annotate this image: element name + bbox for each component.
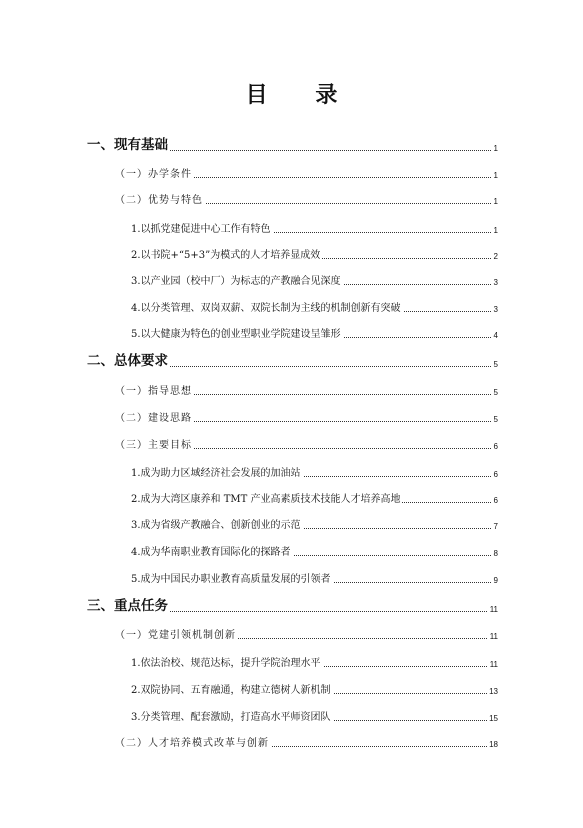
toc-page-number: 5: [493, 415, 498, 424]
toc-entry[interactable]: [0, 597, 583, 617]
toc-entry[interactable]: [0, 323, 583, 343]
toc-entry[interactable]: [0, 462, 583, 482]
toc-entry-title: 2.双院协同、五育融通，构建立德树人新机制: [131, 681, 333, 696]
toc-entry-title: （一）党建引领机制创新: [115, 626, 238, 641]
toc-page-number: 9: [493, 576, 498, 585]
toc-page-number: 4: [493, 331, 498, 340]
toc-entry-title: 4.以分类管理、双岗双薪、双院长制为主线的机制创新有突破: [131, 299, 403, 314]
toc-page-number: 1: [493, 197, 498, 206]
toc-page-number: 8: [493, 549, 498, 558]
toc-page-number: 5: [493, 360, 498, 369]
toc-page-number: 2: [493, 252, 498, 261]
toc-entry[interactable]: [0, 352, 583, 372]
toc-entry-title: 二、总体要求: [87, 349, 170, 369]
toc-page-number: 13: [489, 687, 498, 696]
toc-entry-title: 2.成为大湾区康养和 TMT 产业高素质技术技能人才培养高地: [131, 490, 402, 505]
toc-page-number: 3: [493, 278, 498, 287]
toc-entry-title: 1.以抓党建促进中心工作有特色: [131, 220, 273, 235]
toc-entry[interactable]: [0, 732, 583, 752]
toc-entry[interactable]: [0, 514, 583, 534]
toc-entry-title: 3.成为省级产教融合、创新创业的示范: [131, 516, 303, 531]
toc-page-number: 11: [489, 632, 498, 641]
toc-entry-title: （一）办学条件: [115, 165, 194, 180]
toc-entry-title: （三）主要目标: [115, 436, 194, 451]
toc-page-number: 11: [489, 605, 498, 614]
toc-entry[interactable]: [0, 652, 583, 672]
toc-page-number: 6: [493, 496, 498, 505]
toc-entry-title: （二）优势与特色: [115, 191, 205, 206]
toc-entry-title: 3.分类管理、配套激励，打造高水平师资团队: [131, 708, 333, 723]
toc-entry[interactable]: [0, 407, 583, 427]
toc-entry-title: 1.依法治校、规范达标，提升学院治理水平: [131, 654, 323, 669]
toc-entry[interactable]: [0, 136, 583, 156]
page-title: 目 录: [245, 82, 358, 108]
toc-page-number: 7: [493, 522, 498, 531]
toc-entry-title: 5.以大健康为特色的创业型职业学院建设呈雏形: [131, 325, 343, 340]
toc-entry[interactable]: [0, 434, 583, 454]
toc-entry[interactable]: [0, 244, 583, 264]
toc-page-number: 5: [493, 388, 498, 397]
toc-page-number: 1: [493, 144, 498, 153]
toc-page-number: 18: [489, 740, 498, 749]
toc-entry[interactable]: [0, 218, 583, 238]
toc-entry[interactable]: [0, 297, 583, 317]
toc-entry-title: 三、重点任务: [87, 594, 170, 614]
toc-page-number: 15: [489, 714, 498, 723]
toc-entry[interactable]: [0, 270, 583, 290]
toc-entry-title: 4.成为华南职业教育国际化的探路者: [131, 543, 293, 558]
toc-entry-title: 3.以产业园（校中厂）为标志的产教融合见深度: [131, 272, 343, 287]
toc-entry-title: （二）建设思路: [115, 409, 194, 424]
toc-entry[interactable]: [0, 189, 583, 209]
toc-entry[interactable]: [0, 488, 583, 508]
toc-entry-title: 1.成为助力区域经济社会发展的加油站: [131, 464, 303, 479]
toc-entry-title: 5.成为中国民办职业教育高质量发展的引领者: [131, 570, 333, 585]
toc-page-number: 1: [493, 171, 498, 180]
toc-entry-title: 一、现有基础: [87, 133, 170, 153]
toc-entry[interactable]: [0, 568, 583, 588]
toc-entry[interactable]: [0, 541, 583, 561]
toc-entry[interactable]: [0, 706, 583, 726]
toc-page-number: 6: [493, 442, 498, 451]
toc-entry[interactable]: [0, 624, 583, 644]
toc-page-number: 1: [493, 226, 498, 235]
toc-entry[interactable]: [0, 380, 583, 400]
toc-entry-title: （二）人才培养模式改革与创新: [115, 734, 271, 749]
toc-page-number: 11: [489, 660, 498, 669]
toc-entry[interactable]: [0, 679, 583, 699]
toc-entry-title: （一）指导思想: [115, 382, 194, 397]
toc-page-number: 6: [493, 470, 498, 479]
toc-page-number: 3: [493, 305, 498, 314]
toc-entry[interactable]: [0, 163, 583, 183]
toc-entry-title: 2.以书院+“5+3”为模式的人才培养显成效: [131, 246, 322, 261]
